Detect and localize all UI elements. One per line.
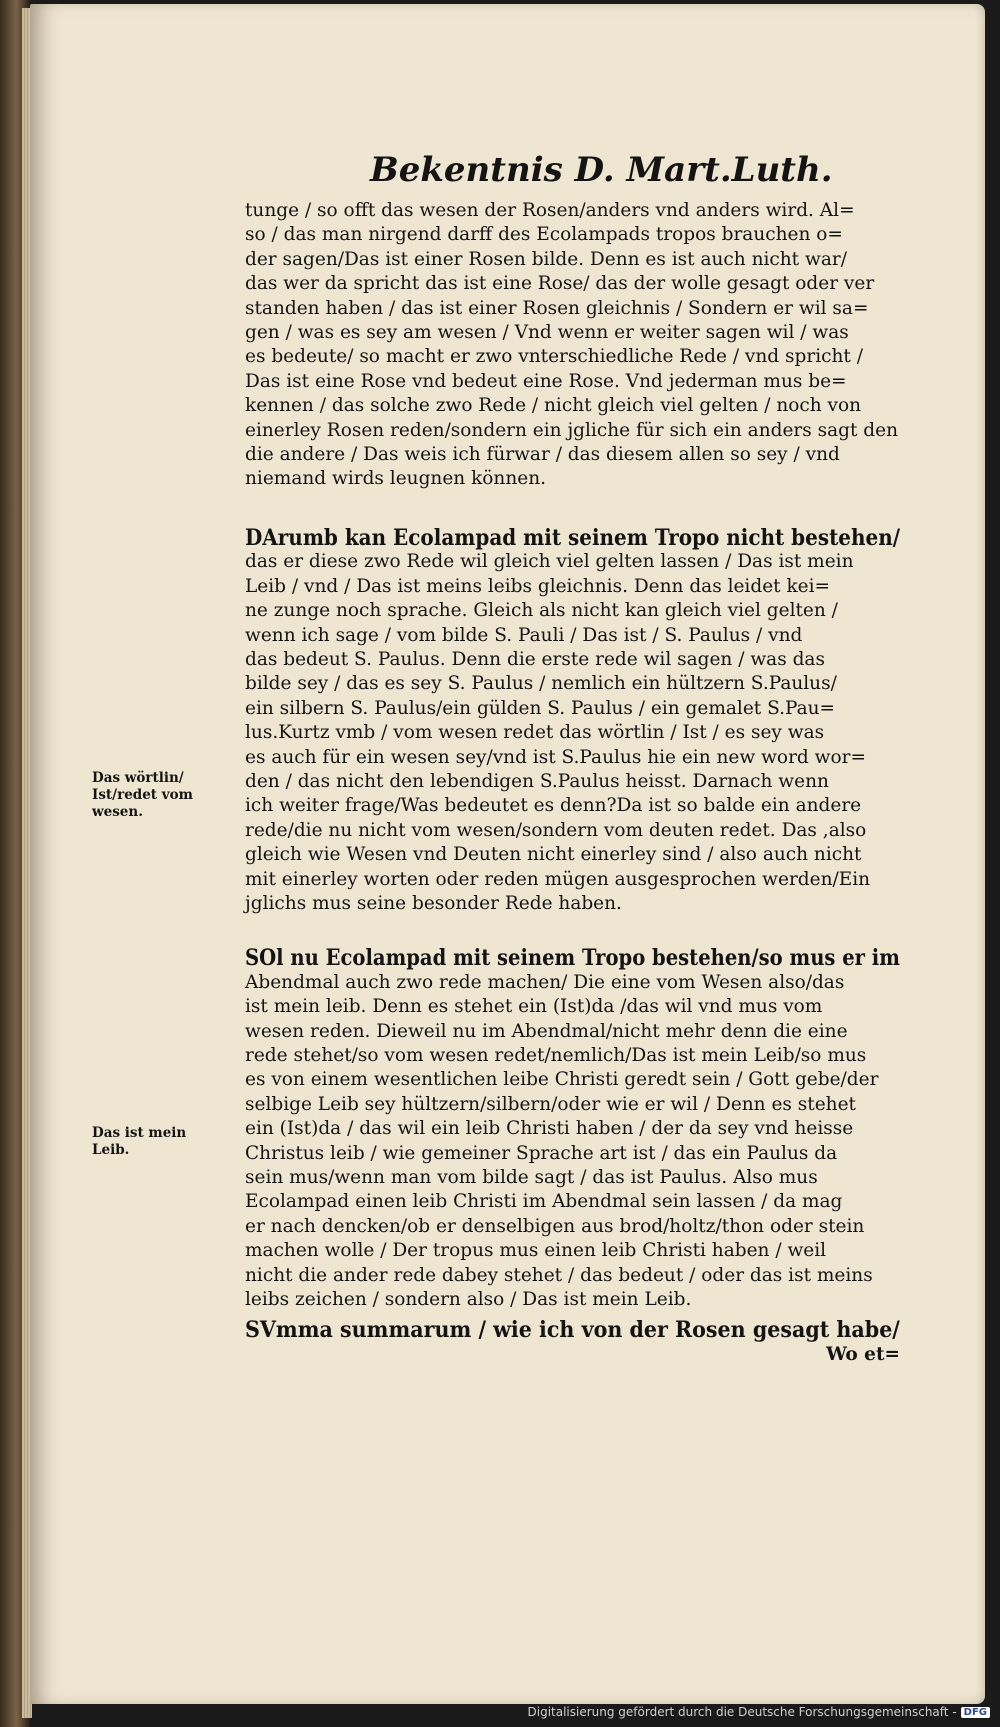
text-line: sein mus/wenn man vom bilde sagt / das ist Paulus. Also mus [245, 1167, 818, 1189]
text-line: es von einem wesentlichen leibe Christi geredt sein / Gott gebe/der [245, 1069, 879, 1091]
text-line: leibs zeichen / sondern also / Das ist mein Leib. [245, 1289, 692, 1311]
main-text [245, 199, 900, 1367]
text-line: SVmma summarum / wie ich von der Rosen gesagt habe/ [245, 1317, 900, 1344]
text-line: er nach dencken/ob er denselbigen aus brod/holtz/thon oder stein [245, 1215, 865, 1237]
text-line: rede stehet/so vom wesen redet/nemlich/Das ist mein Leib/so mus [245, 1045, 867, 1066]
text-line: das er diese zwo Rede wil gleich viel gelten lassen / Das ist mein [245, 551, 854, 573]
text-line: so / das man nirgend darff des Ecolampads tropos brauchen o= [245, 224, 843, 246]
text-line: ne zunge noch sprache. Gleich als nicht kan gleich viel gelten / [245, 600, 838, 622]
text-line: gen / was es sey am wesen / Vnd wenn er weiter sagen wil / was [245, 322, 849, 344]
marginal-note-line: wesen. [92, 804, 143, 820]
text-line: der sagen/Das ist einer Rosen bilde. Denn es ist auch nicht war/ [245, 248, 847, 270]
text-line: DArumb kan Ecolampad mit seinem Tropo nicht bestehen/ [245, 524, 901, 551]
paragraph [245, 1318, 900, 1342]
text-line: mit einerley worten oder reden mügen ausgesprochen werden/Ein [245, 868, 871, 890]
text-line: lus.Kurtz vmb / vom wesen redet das wörtlin / Ist / es sey was [245, 722, 825, 744]
text-line: ein silbern S. Paulus/ein gülden S. Paulus / ein gemalet S.Pau= [245, 697, 836, 719]
text-line: den / das nicht den lebendigen S.Paulus heisst. Darnach wenn [245, 770, 829, 792]
text-line: Ecolampad einen leib Christi im Abendmal sein lassen / da mag [245, 1191, 843, 1213]
text-line: ich weiter frage/Was bedeutet es denn?Da ist so balde ein andere [245, 795, 862, 817]
text-line: rede/die nu nicht vom wesen/sondern vom deuten redet. Das ,also [245, 819, 867, 841]
text-line: die andere / Das weis ich fürwar / das diesem allen so sey / vnd [245, 444, 840, 466]
running-title: Bekentnis D. Mart.Luth. [370, 150, 833, 190]
paragraph [245, 526, 900, 917]
text-line: wenn ich sage / vom bilde S. Pauli / Das ist / S. Paulus / vnd [245, 624, 803, 646]
footer-text: Digitalisierung gefördert durch die Deutsche Forschungsgemeinschaft - [527, 1705, 957, 1719]
text-line: es auch für ein wesen sey/vnd ist S.Paulus hie ein new word wor= [245, 746, 866, 768]
paragraph [245, 946, 900, 1312]
text-line: das bedeut S. Paulus. Denn die erste rede wil sagen / was das [245, 648, 825, 670]
text-line: machen wolle / Der tropus mus einen leib Christi haben / weil [245, 1240, 827, 1262]
text-line: Das ist eine Rose vnd bedeut eine Rose. Vnd jederman mus be= [245, 370, 847, 392]
text-line: ist mein leib. Denn es stehet ein (Ist)da /das wil vnd mus vom [245, 996, 823, 1018]
paragraph [245, 199, 900, 492]
dfg-logo-icon: DFG [961, 1707, 990, 1718]
text-line: tunge / so offt das wesen der Rosen/anders vnd anders wird. Al= [245, 200, 855, 221]
marginal-note-line: Das wörtlin/ [92, 770, 184, 786]
text-line: jglichs mus seine besonder Rede haben. [245, 892, 622, 914]
text-line: es bedeute/ so macht er zwo vnterschiedliche Rede / vnd spricht / [245, 346, 863, 368]
text-line: SOl nu Ecolampad mit seinem Tropo bestehen/so mus er im [245, 945, 900, 972]
marginal-note-1 [92, 770, 227, 821]
text-line: ein (Ist)da / das wil ein leib Christi haben / der da sey vnd heisse [245, 1118, 854, 1140]
marginal-note-line: Ist/redet vom [92, 787, 193, 803]
text-line: bilde sey / das es sey S. Paulus / nemlich ein hültzern S.Paulus/ [245, 673, 837, 695]
text-line: niemand wirds leugnen können. [245, 468, 547, 490]
text-line: standen haben / das ist einer Rosen gleichnis / Sondern er wil sa= [245, 297, 869, 319]
footer [528, 1705, 991, 1719]
text-line: wesen reden. Dieweil nu im Abendmal/nicht mehr denn die eine [245, 1020, 848, 1042]
text-line: Leib / vnd / Das ist meins leibs gleichnis. Denn das leidet kei= [245, 575, 831, 597]
text-line: selbige Leib sey hültzern/silbern/oder wie er wil / Denn es stehet [245, 1093, 856, 1115]
text-line: nicht die ander rede dabey stehet / das bedeut / oder das ist meins [245, 1264, 873, 1286]
text-line: Christus leib / wie gemeiner Sprache art ist / das ein Paulus da [245, 1142, 838, 1164]
text-line: einerley Rosen reden/sondern ein jgliche für sich ein anders sagt den [245, 419, 899, 441]
text-line: das wer da spricht das ist eine Rose/ das der wolle gesagt oder ver [245, 273, 875, 295]
catchword: Wo et= [826, 1343, 900, 1365]
marginal-note-2 [92, 1125, 227, 1159]
text-line: kennen / das solche zwo Rede / nicht gleich viel gelten / noch von [245, 395, 862, 417]
text-line: Abendmal auch zwo rede machen/ Die eine vom Wesen also/das [245, 971, 845, 993]
marginal-note-line: Leib. [92, 1142, 130, 1158]
marginal-note-line: Das ist mein [92, 1125, 187, 1141]
text-line: gleich wie Wesen vnd Deuten nicht einerley sind / also auch nicht [245, 844, 862, 866]
